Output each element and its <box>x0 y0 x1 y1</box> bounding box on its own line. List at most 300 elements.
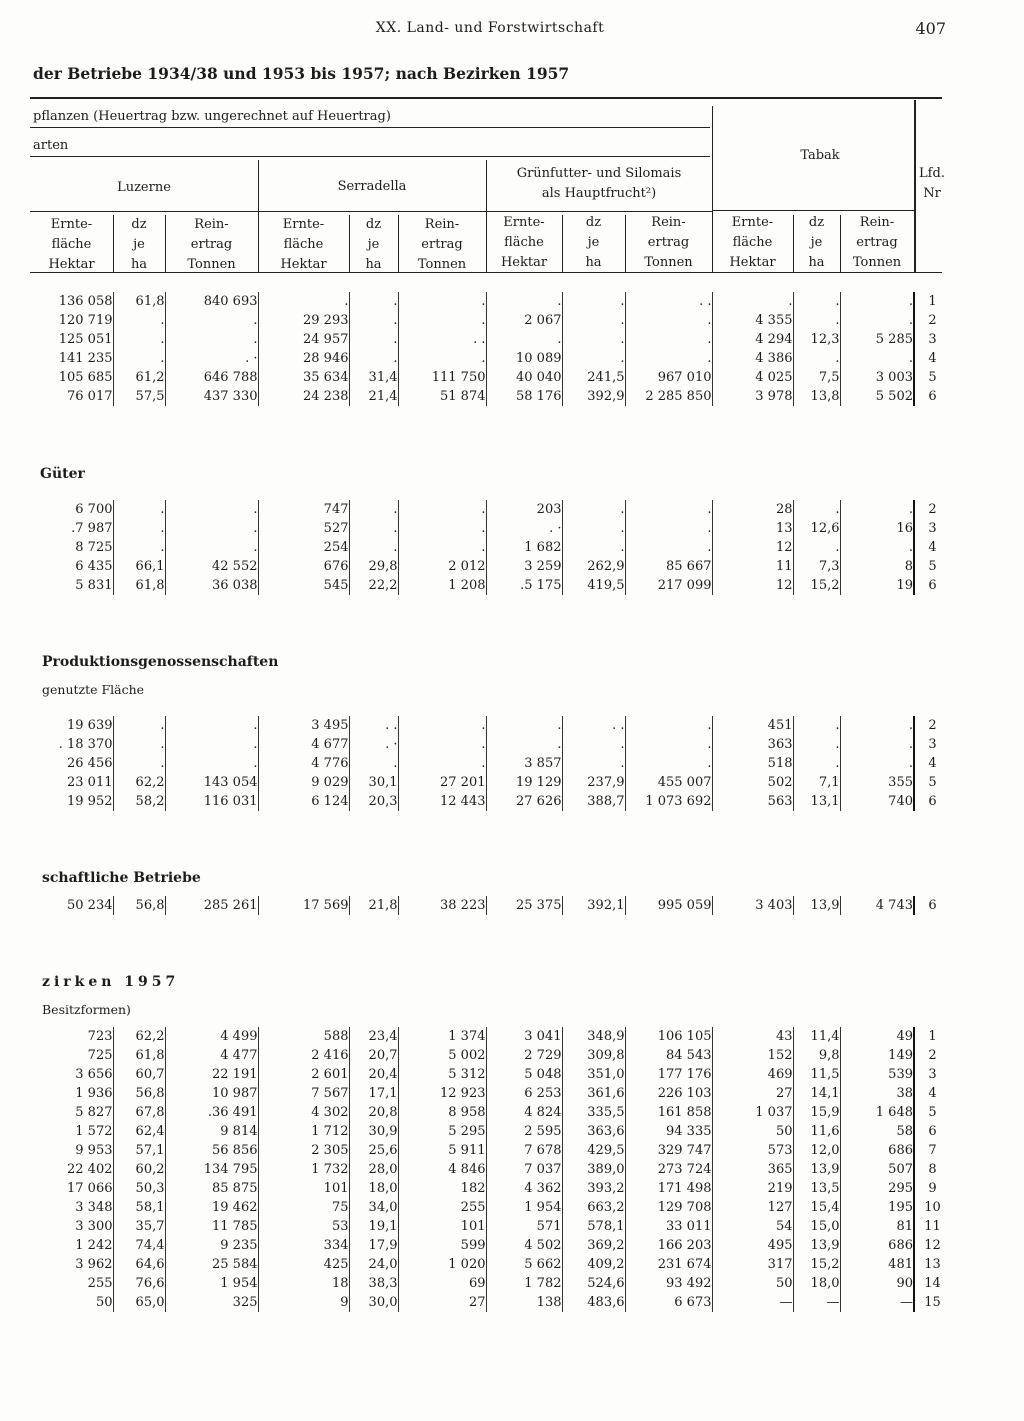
lfd-line-1: Lfd. <box>919 166 945 181</box>
cell-lfd-nr: 4 <box>914 1084 950 1103</box>
total-l2: ertrag <box>190 237 233 252</box>
cell-lfd-nr: 2 <box>914 311 950 330</box>
cell-total-tabak: . <box>840 349 914 368</box>
cell-yield-serradella: 30,1 <box>349 773 398 792</box>
cell-area-gruenfutter: 3 259 <box>486 557 562 576</box>
cell-total-serradella: 101 <box>398 1217 486 1236</box>
cell-total-tabak: . <box>840 538 914 557</box>
cell-total-gruenfutter: 94 335 <box>625 1122 712 1141</box>
cell-area-gruenfutter: 3 857 <box>486 754 562 773</box>
cell-yield-luzerne: 57,5 <box>113 387 165 406</box>
cell-total-serradella: . <box>398 735 486 754</box>
cell-area-luzerne: 141 235 <box>58 351 113 366</box>
cell-lfd-nr: 6 <box>914 792 950 811</box>
cell-area-luzerne: 1 572 <box>75 1124 113 1139</box>
cell-area-tabak: 28 <box>712 500 793 519</box>
cell-total-gruenfutter: 217 099 <box>625 576 712 595</box>
cell-area-tabak: 4 294 <box>712 330 793 349</box>
table-row <box>30 1103 950 1122</box>
cell-lfd-nr: 5 <box>914 773 950 792</box>
cell-yield-serradella: 23,4 <box>349 1027 398 1046</box>
cell-total-gruenfutter: 967 010 <box>625 368 712 387</box>
cell-area-tabak: 152 <box>712 1046 793 1065</box>
table-row <box>30 1065 950 1084</box>
subhead-yield-gruenfutter <box>562 213 625 273</box>
running-head: XX. Land- und Forstwirtschaft <box>375 20 605 36</box>
subhead-total-serradella <box>398 215 486 275</box>
cell-yield-tabak: 13,1 <box>793 792 840 811</box>
cell-total-gruenfutter: 329 747 <box>625 1141 712 1160</box>
table-row <box>30 716 950 735</box>
cell-lfd-nr: 3 <box>914 330 950 349</box>
cell-yield-gruenfutter: 392,1 <box>562 896 625 915</box>
cell-area-tabak: 3 978 <box>712 387 793 406</box>
cell-total-luzerne: .36 491 <box>165 1103 258 1122</box>
area-t3: Hektar <box>729 255 776 270</box>
cell-yield-serradella: . <box>349 349 398 368</box>
cell-total-gruenfutter: 455 007 <box>625 773 712 792</box>
cell-yield-tabak: . <box>793 716 840 735</box>
cell-area-serradella: 4 302 <box>258 1103 349 1122</box>
header-lfd-nr <box>914 164 950 204</box>
cell-total-gruenfutter: 93 492 <box>625 1274 712 1293</box>
cell-total-gruenfutter: . <box>625 311 712 330</box>
cell-area-gruenfutter: 2 729 <box>486 1046 562 1065</box>
cell-total-luzerne: 56 856 <box>165 1141 258 1160</box>
subhead-total-luzerne <box>165 215 258 275</box>
cell-yield-luzerne: . <box>113 754 165 773</box>
cell-area-serradella: 9 <box>258 1293 349 1312</box>
cell-total-serradella: 1 020 <box>398 1255 486 1274</box>
cell-total-tabak: 5 285 <box>840 330 914 349</box>
table-row <box>30 754 950 773</box>
table-row <box>30 330 950 349</box>
data-table-gueter <box>30 500 950 595</box>
cell-lfd-nr: 15 <box>914 1293 950 1312</box>
cell-total-tabak: 3 003 <box>840 368 914 387</box>
table-row <box>30 1236 950 1255</box>
cell-area-luzerne: 725 <box>87 1048 113 1063</box>
cell-yield-tabak: 14,1 <box>793 1084 840 1103</box>
cell-area-luzerne: 1 936 <box>75 1086 113 1101</box>
cell-total-luzerne: 42 552 <box>165 557 258 576</box>
cell-total-tabak: 8 <box>840 557 914 576</box>
area-s1: Ernte- <box>282 217 325 232</box>
cell-yield-gruenfutter: 262,9 <box>562 557 625 576</box>
cell-yield-luzerne: 62,2 <box>113 1027 165 1046</box>
cell-area-serradella: 18 <box>258 1274 349 1293</box>
gruenfutter-line-1: Grünfutter- und Silomais <box>516 166 682 181</box>
table-row <box>30 1046 950 1065</box>
cell-yield-luzerne: 61,8 <box>113 576 165 595</box>
cell-total-gruenfutter: . <box>625 349 712 368</box>
cell-area-tabak: 317 <box>712 1255 793 1274</box>
cell-total-gruenfutter: 166 203 <box>625 1236 712 1255</box>
cell-area-gruenfutter: 58 176 <box>486 387 562 406</box>
arten-rule <box>30 156 710 157</box>
cell-total-serradella: 12 923 <box>398 1084 486 1103</box>
cell-lfd-nr: 9 <box>914 1179 950 1198</box>
cell-yield-serradella: . <box>349 500 398 519</box>
cell-total-tabak: 5 502 <box>840 387 914 406</box>
cell-area-luzerne: 723 <box>87 1029 113 1044</box>
cell-area-luzerne: 23 011 <box>67 775 113 790</box>
cell-area-gruenfutter: 4 824 <box>486 1103 562 1122</box>
cell-area-gruenfutter: . <box>486 330 562 349</box>
cell-area-luzerne: 8 725 <box>75 540 113 555</box>
cell-total-gruenfutter: 273 724 <box>625 1160 712 1179</box>
cell-total-gruenfutter: 177 176 <box>625 1065 712 1084</box>
cell-yield-serradella: 28,0 <box>349 1160 398 1179</box>
cell-yield-serradella: . <box>349 292 398 311</box>
cell-total-gruenfutter: 231 674 <box>625 1255 712 1274</box>
cell-total-tabak: . <box>840 716 914 735</box>
table-row <box>30 1141 950 1160</box>
cell-area-tabak: 12 <box>712 576 793 595</box>
cell-total-gruenfutter: 33 011 <box>625 1217 712 1236</box>
cell-yield-luzerne: 56,8 <box>113 896 165 915</box>
cell-yield-tabak: . <box>793 735 840 754</box>
cell-yield-gruenfutter: . <box>562 519 625 538</box>
cell-yield-luzerne: 58,1 <box>113 1198 165 1217</box>
header-caption: pflanzen (Heuertrag bzw. ungerechnet auf Heuertrag) <box>33 109 391 124</box>
cell-yield-serradella: 17,9 <box>349 1236 398 1255</box>
cell-area-luzerne: 5 827 <box>75 1105 113 1120</box>
yield-s1: dz <box>365 217 382 232</box>
cell-total-serradella: 12 443 <box>398 792 486 811</box>
cell-total-luzerne: 143 054 <box>165 773 258 792</box>
cell-yield-serradella: . <box>349 519 398 538</box>
cell-total-luzerne: . <box>165 538 258 557</box>
cell-yield-serradella: . . <box>349 716 398 735</box>
cell-area-serradella: 24 238 <box>258 387 349 406</box>
cell-lfd-nr: 14 <box>914 1274 950 1293</box>
cell-area-tabak: 4 025 <box>712 368 793 387</box>
cell-area-luzerne: 3 656 <box>75 1067 113 1082</box>
table-row <box>30 519 950 538</box>
table-row <box>30 1293 950 1312</box>
cell-area-luzerne: 76 017 <box>67 389 113 404</box>
cell-area-serradella: 254 <box>258 538 349 557</box>
cell-yield-gruenfutter: 361,6 <box>562 1084 625 1103</box>
cell-area-gruenfutter: 2 067 <box>486 311 562 330</box>
cell-area-tabak: 11 <box>712 557 793 576</box>
cell-total-tabak: . <box>840 292 914 311</box>
cell-area-serradella: 7 567 <box>258 1084 349 1103</box>
cell-total-serradella: 111 750 <box>398 368 486 387</box>
cell-area-gruenfutter: 571 <box>486 1217 562 1236</box>
cell-total-luzerne: 4 477 <box>165 1046 258 1065</box>
cell-yield-tabak: . <box>793 754 840 773</box>
cell-yield-serradella: . <box>349 538 398 557</box>
cell-yield-luzerne: . <box>113 716 165 735</box>
cell-yield-tabak: 11,5 <box>793 1065 840 1084</box>
table-row <box>30 538 950 557</box>
cell-yield-gruenfutter: . <box>562 330 625 349</box>
cell-area-gruenfutter: 1 782 <box>486 1274 562 1293</box>
cell-area-gruenfutter: 138 <box>486 1293 562 1312</box>
cell-total-serradella: 1 208 <box>398 576 486 595</box>
header-top-rule <box>30 97 942 99</box>
cell-area-tabak: 563 <box>712 792 793 811</box>
cell-total-gruenfutter: 2 285 850 <box>625 387 712 406</box>
subhead-area-gruenfutter <box>486 213 562 273</box>
area-s2: fläche <box>283 237 324 252</box>
cell-area-serradella: 2 416 <box>258 1046 349 1065</box>
cell-area-serradella: 545 <box>258 576 349 595</box>
cell-area-serradella: 747 <box>258 500 349 519</box>
section-title-gueter: Güter <box>40 466 85 482</box>
table-row <box>30 387 950 406</box>
page-number: 407 <box>915 19 946 38</box>
table-row <box>30 500 950 519</box>
table-row <box>30 1274 950 1293</box>
cell-area-serradella: 28 946 <box>258 349 349 368</box>
cell-total-luzerne: 22 191 <box>165 1065 258 1084</box>
cell-yield-tabak: 11,4 <box>793 1027 840 1046</box>
cell-lfd-nr: 10 <box>914 1198 950 1217</box>
cell-total-serradella: 27 <box>398 1293 486 1312</box>
cell-area-serradella: 2 601 <box>258 1065 349 1084</box>
cell-area-luzerne: 3 348 <box>75 1200 113 1215</box>
cell-area-gruenfutter: 4 362 <box>486 1179 562 1198</box>
data-table-lpg <box>30 716 950 811</box>
cell-yield-tabak: 18,0 <box>793 1274 840 1293</box>
cell-total-tabak: 38 <box>840 1084 914 1103</box>
cell-yield-tabak: 13,8 <box>793 387 840 406</box>
cell-yield-gruenfutter: . <box>562 349 625 368</box>
cell-lfd-nr: 5 <box>914 1103 950 1122</box>
group-serradella: Serradella <box>337 179 407 194</box>
cell-area-luzerne: 6 700 <box>75 502 113 517</box>
cell-total-luzerne: . <box>165 311 258 330</box>
cell-yield-tabak: 7,3 <box>793 557 840 576</box>
yield-t3: ha <box>808 255 825 270</box>
cell-area-luzerne: 9 953 <box>75 1143 113 1158</box>
cell-lfd-nr: 11 <box>914 1217 950 1236</box>
cell-yield-serradella: 29,8 <box>349 557 398 576</box>
cell-yield-luzerne: . <box>113 538 165 557</box>
cell-yield-gruenfutter: . <box>562 538 625 557</box>
cell-area-luzerne: 1 242 <box>75 1238 113 1253</box>
cell-yield-luzerne: 65,0 <box>113 1293 165 1312</box>
cell-total-tabak: 49 <box>840 1027 914 1046</box>
cell-area-gruenfutter: . <box>486 292 562 311</box>
cell-total-serradella: 27 201 <box>398 773 486 792</box>
cell-total-gruenfutter: 226 103 <box>625 1084 712 1103</box>
cell-yield-gruenfutter: . <box>562 311 625 330</box>
cell-total-serradella: 1 374 <box>398 1027 486 1046</box>
total-t2: ertrag <box>856 235 898 250</box>
area-t2: fläche <box>732 235 773 250</box>
section-title-betriebe: schaftliche Betriebe <box>42 870 201 886</box>
cell-yield-gruenfutter: 409,2 <box>562 1255 625 1274</box>
cell-total-luzerne: 36 038 <box>165 576 258 595</box>
table-row <box>30 292 950 311</box>
cell-total-tabak: 295 <box>840 1179 914 1198</box>
cell-area-tabak: 50 <box>712 1122 793 1141</box>
cell-lfd-nr: 7 <box>914 1141 950 1160</box>
cell-total-serradella: . <box>398 311 486 330</box>
table-row <box>30 576 950 595</box>
cell-yield-serradella: 20,8 <box>349 1103 398 1122</box>
cell-area-luzerne: 255 <box>87 1276 113 1291</box>
cell-area-gruenfutter: 3 041 <box>486 1027 562 1046</box>
cell-area-tabak: 4 386 <box>712 349 793 368</box>
cell-yield-luzerne: 64,6 <box>113 1255 165 1274</box>
table-row <box>30 368 950 387</box>
cell-yield-luzerne: 60,7 <box>113 1065 165 1084</box>
cell-yield-luzerne: 61,8 <box>113 1046 165 1065</box>
cell-area-gruenfutter: 10 089 <box>486 349 562 368</box>
cell-yield-gruenfutter: 309,8 <box>562 1046 625 1065</box>
cell-area-serradella: 425 <box>258 1255 349 1274</box>
cell-total-tabak: 90 <box>840 1274 914 1293</box>
cell-yield-tabak: 13,9 <box>793 896 840 915</box>
table-row <box>30 735 950 754</box>
table-row <box>30 1217 950 1236</box>
cell-total-tabak: 58 <box>840 1122 914 1141</box>
cell-total-gruenfutter: 161 858 <box>625 1103 712 1122</box>
subhead-area-luzerne <box>30 215 113 275</box>
cell-total-gruenfutter: . <box>625 519 712 538</box>
cell-area-gruenfutter: 6 253 <box>486 1084 562 1103</box>
cell-total-gruenfutter: . <box>625 330 712 349</box>
yield-s3: ha <box>365 257 382 272</box>
area-s3: Hektar <box>280 257 327 272</box>
cell-yield-tabak: 13,5 <box>793 1179 840 1198</box>
section-subtitle-bezirke: Besitzformen) <box>42 1002 131 1017</box>
cell-total-tabak: . <box>840 754 914 773</box>
cell-yield-gruenfutter: . . <box>562 716 625 735</box>
cell-yield-tabak: 11,6 <box>793 1122 840 1141</box>
cell-yield-luzerne: . <box>113 330 165 349</box>
table-row <box>30 557 950 576</box>
cell-total-luzerne: . <box>165 519 258 538</box>
cell-total-tabak: — <box>840 1293 914 1312</box>
cell-yield-serradella: 20,4 <box>349 1065 398 1084</box>
table-row <box>30 896 950 915</box>
cell-yield-tabak: — <box>793 1293 840 1312</box>
cell-total-serradella: 38 223 <box>398 896 486 915</box>
cell-yield-serradella: . <box>349 330 398 349</box>
cell-area-luzerne: 50 <box>95 1295 113 1310</box>
cell-total-tabak: 195 <box>840 1198 914 1217</box>
cell-total-serradella: 5 295 <box>398 1122 486 1141</box>
area-l3: Hektar <box>48 257 95 272</box>
cell-lfd-nr: 3 <box>914 1065 950 1084</box>
cell-yield-serradella: 31,4 <box>349 368 398 387</box>
yield-g2: je <box>587 235 600 250</box>
cell-area-gruenfutter: . <box>486 716 562 735</box>
cell-yield-tabak: 15,2 <box>793 576 840 595</box>
cell-area-serradella: 53 <box>258 1217 349 1236</box>
cell-yield-gruenfutter: . <box>562 735 625 754</box>
cell-total-tabak: 686 <box>840 1236 914 1255</box>
cell-yield-serradella: 20,7 <box>349 1046 398 1065</box>
cell-yield-tabak: 9,8 <box>793 1046 840 1065</box>
cell-total-luzerne: . <box>165 754 258 773</box>
cell-yield-gruenfutter: 393,2 <box>562 1179 625 1198</box>
cell-total-luzerne: 9 235 <box>165 1236 258 1255</box>
cell-yield-tabak: . <box>793 500 840 519</box>
cell-area-serradella: 9 029 <box>258 773 349 792</box>
cell-area-serradella: 17 569 <box>258 896 349 915</box>
cell-area-tabak: 365 <box>712 1160 793 1179</box>
cell-yield-tabak: 13,9 <box>793 1160 840 1179</box>
cell-yield-serradella: 24,0 <box>349 1255 398 1274</box>
cell-total-gruenfutter: . <box>625 754 712 773</box>
cell-area-serradella: 101 <box>258 1179 349 1198</box>
cell-area-serradella: 4 776 <box>258 754 349 773</box>
cell-area-tabak: 502 <box>712 773 793 792</box>
cell-total-tabak: 355 <box>840 773 914 792</box>
cell-total-tabak: 4 743 <box>840 896 914 915</box>
cell-total-serradella: 599 <box>398 1236 486 1255</box>
total-s2: ertrag <box>421 237 463 252</box>
cell-area-luzerne: 5 831 <box>75 578 113 593</box>
area-t1: Ernte- <box>731 215 774 230</box>
cell-area-tabak: 43 <box>712 1027 793 1046</box>
cell-yield-luzerne: 50,3 <box>113 1179 165 1198</box>
cell-yield-serradella: 17,1 <box>349 1084 398 1103</box>
yield-g1: dz <box>585 215 602 230</box>
cell-area-gruenfutter: 7 678 <box>486 1141 562 1160</box>
cell-area-tabak: 27 <box>712 1084 793 1103</box>
cell-total-tabak: 481 <box>840 1255 914 1274</box>
cell-total-gruenfutter: 84 543 <box>625 1046 712 1065</box>
subhead-area-tabak <box>712 213 793 273</box>
header-arten: arten <box>33 138 69 153</box>
area-g1: Ernte- <box>503 215 545 230</box>
cell-yield-gruenfutter: 389,0 <box>562 1160 625 1179</box>
cell-yield-serradella: 30,9 <box>349 1122 398 1141</box>
cell-area-luzerne: 120 719 <box>58 313 113 328</box>
cell-yield-tabak: 15,4 <box>793 1198 840 1217</box>
cell-area-luzerne: 26 456 <box>67 756 113 771</box>
cell-area-serradella: 588 <box>258 1027 349 1046</box>
cell-total-tabak: 1 648 <box>840 1103 914 1122</box>
cell-yield-gruenfutter: 578,1 <box>562 1217 625 1236</box>
cell-total-serradella: . <box>398 292 486 311</box>
cell-total-gruenfutter: 171 498 <box>625 1179 712 1198</box>
cell-total-serradella: . <box>398 500 486 519</box>
cell-yield-serradella: 19,1 <box>349 1217 398 1236</box>
cell-area-serradella: 75 <box>258 1198 349 1217</box>
cell-yield-luzerne: 61,2 <box>113 368 165 387</box>
cell-area-luzerne: 105 685 <box>58 370 113 385</box>
cell-area-luzerne: 3 962 <box>75 1257 113 1272</box>
cell-yield-luzerne: 35,7 <box>113 1217 165 1236</box>
total-s1: Rein- <box>424 217 460 232</box>
table-row <box>30 1027 950 1046</box>
cell-area-tabak: 573 <box>712 1141 793 1160</box>
cell-area-luzerne: 19 639 <box>67 718 113 733</box>
cell-yield-luzerne: 57,1 <box>113 1141 165 1160</box>
cell-yield-serradella: . <box>349 754 398 773</box>
cell-total-luzerne: 840 693 <box>165 292 258 311</box>
cell-yield-gruenfutter: 483,6 <box>562 1293 625 1312</box>
group-luzerne: Luzerne <box>117 180 171 195</box>
cell-area-gruenfutter: .5 175 <box>486 576 562 595</box>
cell-total-tabak: 81 <box>840 1217 914 1236</box>
cell-area-tabak: 50 <box>712 1274 793 1293</box>
total-l3: Tonnen <box>187 257 236 272</box>
cell-area-gruenfutter: 203 <box>486 500 562 519</box>
cell-total-gruenfutter: . <box>625 735 712 754</box>
cell-yield-luzerne: . <box>113 735 165 754</box>
cell-total-gruenfutter: 1 073 692 <box>625 792 712 811</box>
